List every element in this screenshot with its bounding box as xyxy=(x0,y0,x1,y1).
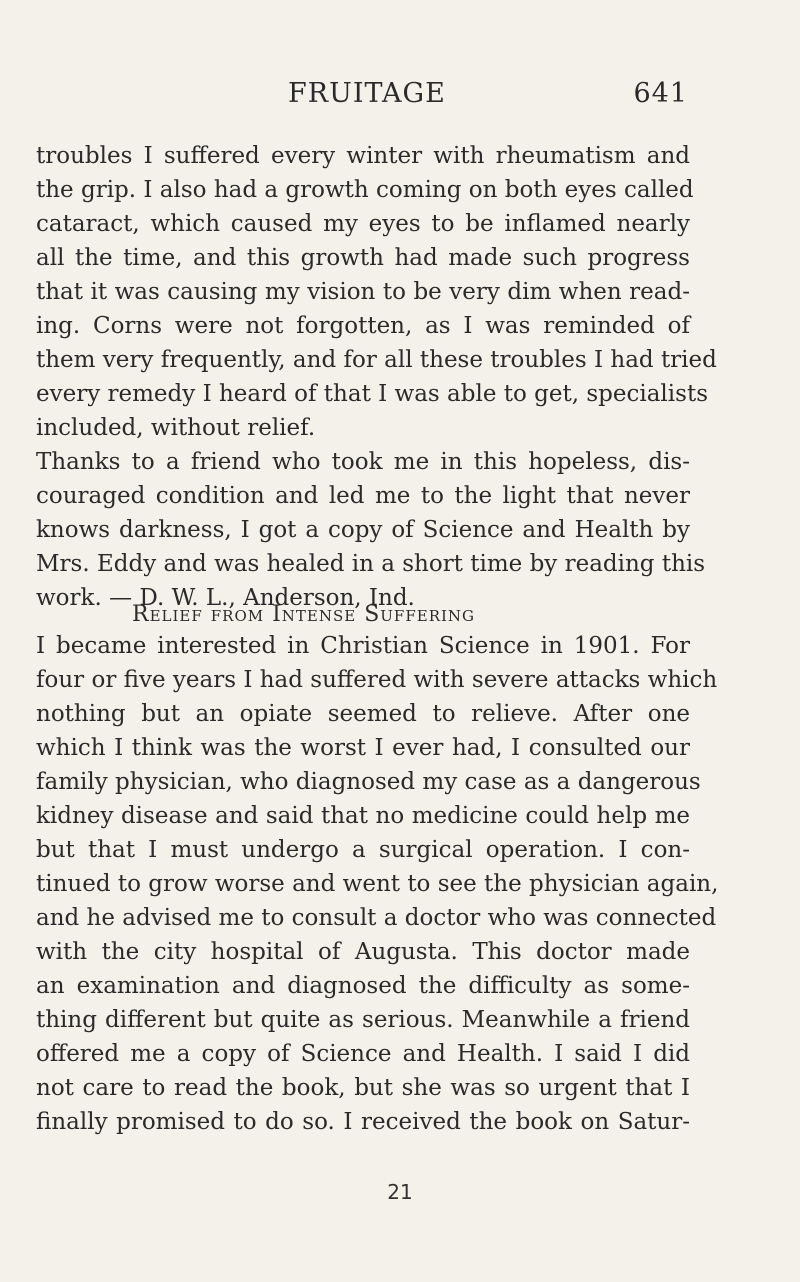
page-number: 641 xyxy=(633,78,688,109)
text-line: kidney disease and said that no medicine could help me xyxy=(36,803,690,829)
text-line: an examination and diagnosed the difficulty as some- xyxy=(36,973,690,999)
text-line: couraged condition and led me to the light that never xyxy=(36,483,690,509)
text-line: them very frequently, and for all these troubles I had tried xyxy=(36,347,717,373)
text-line: and he advised me to consult a doctor who was connected xyxy=(36,905,717,931)
text-line: troubles I suffered every winter with rheumatism and xyxy=(36,143,690,169)
text-line: cataract, which caused my eyes to be inflamed nearly xyxy=(36,211,690,237)
text-line: family physician, who diagnosed my case as a dangerous xyxy=(36,769,701,795)
text-line: offered me a copy of Science and Health. I said I did xyxy=(36,1041,690,1067)
text-line: knows darkness, I got a copy of Science and Health by xyxy=(36,517,690,543)
text-line: four or five years I had suffered with severe attacks which xyxy=(36,667,718,693)
text-line: work. — D. W. L., Anderson, Ind. xyxy=(36,585,415,611)
text-line: every remedy I heard of that I was able to get, specialists xyxy=(36,381,708,407)
text-line: included, without relief. xyxy=(36,415,316,441)
text-line: the grip. I also had a growth coming on both eyes called xyxy=(36,177,694,203)
text-line: Thanks to a friend who took me in this hopeless, dis- xyxy=(36,449,690,475)
running-head xyxy=(288,78,688,118)
section-heading: Relief from Intense Suffering xyxy=(132,602,476,627)
text-line: ing. Corns were not forgotten, as I was reminded of xyxy=(36,313,690,339)
running-title: FRUITAGE xyxy=(288,78,446,109)
text-line: thing different but quite as serious. Meanwhile a friend xyxy=(36,1007,690,1033)
text-line: I became interested in Christian Science in 1901. For xyxy=(36,633,690,659)
text-line: finally promised to do so. I received the book on Satur- xyxy=(36,1109,690,1135)
text-line: that it was causing my vision to be very dim when read- xyxy=(36,279,690,305)
text-line: Mrs. Eddy and was healed in a short time by reading this xyxy=(36,551,706,577)
text-line: nothing but an opiate seemed to relieve. After one xyxy=(36,701,690,727)
signature-mark: 21 xyxy=(387,1180,413,1204)
text-line: all the time, and this growth had made such progress xyxy=(36,245,690,271)
text-line: tinued to grow worse and went to see the physician again, xyxy=(36,871,719,897)
section-text xyxy=(36,629,719,1139)
text-line: but that I must undergo a surgical operation. I con- xyxy=(36,837,690,863)
text-line: with the city hospital of Augusta. This doctor made xyxy=(36,939,690,965)
text-line: which I think was the worst I ever had, I consulted our xyxy=(36,735,690,761)
testimony-text xyxy=(36,139,717,615)
text-line: not care to read the book, but she was so urgent that I xyxy=(36,1075,690,1101)
